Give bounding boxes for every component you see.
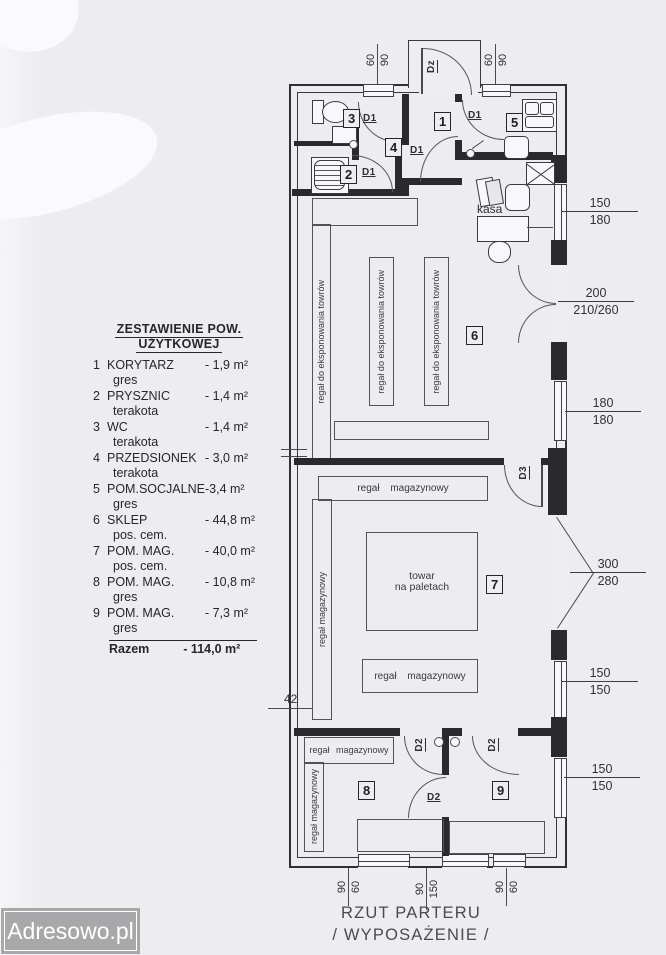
room-number: 5 [93, 482, 100, 496]
room-name: WC [107, 420, 128, 434]
room-number: 7 [93, 544, 100, 558]
area-legend [93, 322, 265, 657]
legend-row [93, 575, 265, 605]
stool [488, 241, 511, 263]
shelf-storage-top: regał magazynowy [318, 476, 488, 501]
sink-bowl [525, 116, 554, 128]
wall-pier [551, 342, 567, 380]
room-area: - 44,8 m² [205, 513, 256, 527]
wall-corridor-right [455, 94, 462, 102]
room-flooring: pos. cem. [113, 559, 168, 573]
window-top-right [482, 84, 511, 97]
dimension-entry: 200 210/260 [558, 286, 634, 317]
legend-row [93, 451, 265, 481]
room-name: SKLEP [107, 513, 148, 527]
scan-artifact-corner [0, 0, 93, 68]
window-top-left [363, 84, 394, 97]
legend-row [93, 544, 265, 574]
window-bottom-mid [442, 854, 489, 867]
room-area: - 1,9 m² [205, 358, 249, 372]
room-name: POM. MAG. [107, 544, 175, 558]
wall-pier [551, 717, 567, 757]
room-flooring: gres [113, 373, 138, 387]
shelf-room8-bottom [357, 819, 444, 852]
room-area: - 7,3 m² [205, 606, 249, 620]
legend-total-row [109, 640, 257, 657]
legend-row [93, 482, 265, 512]
shelf-display-bottom [334, 421, 489, 440]
dimension-42: 42 [284, 692, 298, 706]
legend-title-line1: ZESTAWIENIE POW. [116, 322, 242, 336]
wall-rooms78-right [518, 728, 563, 736]
room-number: 8 [93, 575, 100, 589]
dimension-right-window2: 180 180 [565, 396, 641, 427]
dimension-bottom-window-mid: 90 150 [414, 879, 440, 899]
dimension-gate: 300 280 [570, 557, 646, 588]
wall-room9-doorjamb [449, 728, 462, 736]
legend-row [93, 358, 265, 388]
shelf-display-mid1: regał do eksponowania towrów [369, 257, 394, 406]
dimension-right-window1: 150 180 [562, 196, 638, 227]
legend-row [93, 606, 265, 636]
door-label-dz: Dz [426, 60, 437, 74]
legend-row [93, 420, 265, 450]
room-area: - 1,4 m² [205, 389, 249, 403]
desk-line [527, 227, 553, 228]
room-label-5: 5 [506, 113, 523, 132]
room-number: 2 [93, 389, 100, 403]
wall-rooms67-divider [294, 458, 504, 465]
shelf-display-mid2: regał do eksponowania towrów [424, 257, 449, 406]
wall-corridor-left-lower [402, 178, 409, 196]
dimension-42-tick [268, 708, 312, 709]
room-label-7: 7 [486, 575, 503, 594]
dimension-bottom-window-left: 90 60 [336, 880, 362, 894]
wall-pier [551, 240, 567, 265]
room-name: KORYTARZ [107, 358, 174, 372]
room-area: - 10,8 m² [205, 575, 256, 589]
drawing-title-line1: RZUT PARTERU [341, 904, 481, 922]
room-label-9: 9 [492, 781, 509, 800]
room-label-6: 6 [466, 326, 483, 345]
room-name: PRYSZNIC [107, 389, 170, 403]
door-label-d2-room8: D2 [414, 738, 425, 752]
room-flooring: gres [113, 497, 138, 511]
room-number: 9 [93, 606, 100, 620]
pallet-goods: towar na paletach [366, 532, 478, 631]
room-flooring: terakota [113, 404, 159, 418]
room-number: 4 [93, 451, 100, 465]
room-flooring: terakota [113, 435, 159, 449]
wall-joint-tick [281, 449, 307, 450]
wall-corridor-left-upper [402, 94, 409, 145]
dimension-right-window4: 150 150 [564, 762, 640, 793]
shelf-storage-left: regał magazynowy [312, 499, 332, 720]
watermark [1, 908, 140, 954]
window-bottom-left [358, 854, 410, 867]
legend-row [93, 389, 265, 419]
door-label-d1-room5: D1 [468, 110, 482, 121]
wall-rooms78-divider [294, 728, 400, 736]
room-label-1: 1 [434, 112, 451, 131]
window-bottom-right [493, 854, 526, 867]
room-number: 6 [93, 513, 100, 527]
room-area: - 40,0 m² [205, 544, 256, 558]
room-number: 1 [93, 358, 100, 372]
room-name: PRZEDSIONEK [107, 451, 197, 465]
room-area: -3,4 m² [205, 482, 245, 496]
shelf-room9-bottom [449, 821, 545, 854]
room-flooring: pos. cem. [113, 528, 168, 542]
dimension-bottom-window-right: 90 60 [494, 880, 520, 894]
legend-row [93, 513, 265, 543]
door-label-d1-corridor: D1 [410, 145, 424, 156]
door-knob [466, 149, 475, 158]
watermark-label: Adresowo.pl [4, 911, 137, 951]
scan-artifact-blob [0, 92, 168, 240]
room-label-3: 3 [343, 109, 360, 128]
shaft-x-box [526, 162, 555, 185]
room5-table [504, 136, 529, 159]
wall-pier [551, 630, 567, 660]
sink-bowl [525, 102, 539, 115]
shelf-display-top [312, 198, 418, 226]
door-label-d1-room3: D1 [363, 113, 377, 124]
room-label-4: 4 [385, 138, 402, 157]
room-number: 3 [93, 420, 100, 434]
room-flooring: gres [113, 621, 138, 635]
door-label-d3: D3 [518, 466, 529, 480]
room-name: POM. MAG. [107, 606, 175, 620]
wall-rooms67-stub [541, 458, 551, 465]
cash-desk [477, 216, 529, 242]
room-name: POM.SOCJALNE [107, 482, 205, 496]
door-label-d2-room9: D2 [487, 738, 498, 752]
room-label-8: 8 [358, 781, 375, 800]
shelf-storage-room8-top: regał magazynowy [304, 737, 394, 764]
door-label-d2-middle: D2 [427, 792, 441, 803]
shelf-storage-room8-left: regał magazynowy [304, 762, 324, 852]
room-area: - 3,0 m² [205, 451, 249, 465]
room-name: POM. MAG. [107, 575, 175, 589]
shelf-display-left: regał do eksponowania towrów [312, 224, 331, 460]
cashier-chair [505, 184, 530, 211]
kasa-label: kasa [477, 202, 503, 216]
door-knob [450, 737, 460, 747]
room-label-2: 2 [340, 165, 357, 184]
dimension-top-window-right: 60 90 [483, 53, 509, 67]
room-flooring: gres [113, 590, 138, 604]
sink-bowl [540, 102, 554, 115]
drawing-title [299, 902, 523, 946]
basin-knob [349, 140, 358, 149]
dimension-top-window-left: 60 90 [365, 53, 391, 67]
door-knob [434, 737, 444, 747]
room-flooring: terakota [113, 466, 159, 480]
wall-rooms89-stub-top [442, 728, 449, 775]
drawing-title-line2: / WYPOSAŻENIE / [332, 926, 490, 944]
total-label: Razem [109, 642, 150, 656]
legend-rows [93, 358, 265, 636]
dimension-right-window3: 150 150 [562, 666, 638, 697]
legend-title-line2: UŻYTKOWEJ [138, 337, 220, 351]
shelf-storage-bottom: regał magazynowy [362, 659, 478, 693]
door-label-d1-room2: D1 [362, 167, 376, 178]
wall-joint-tick [281, 456, 307, 457]
total-value: - 114,0 m² [183, 642, 241, 656]
room-area: - 1,4 m² [205, 420, 249, 434]
